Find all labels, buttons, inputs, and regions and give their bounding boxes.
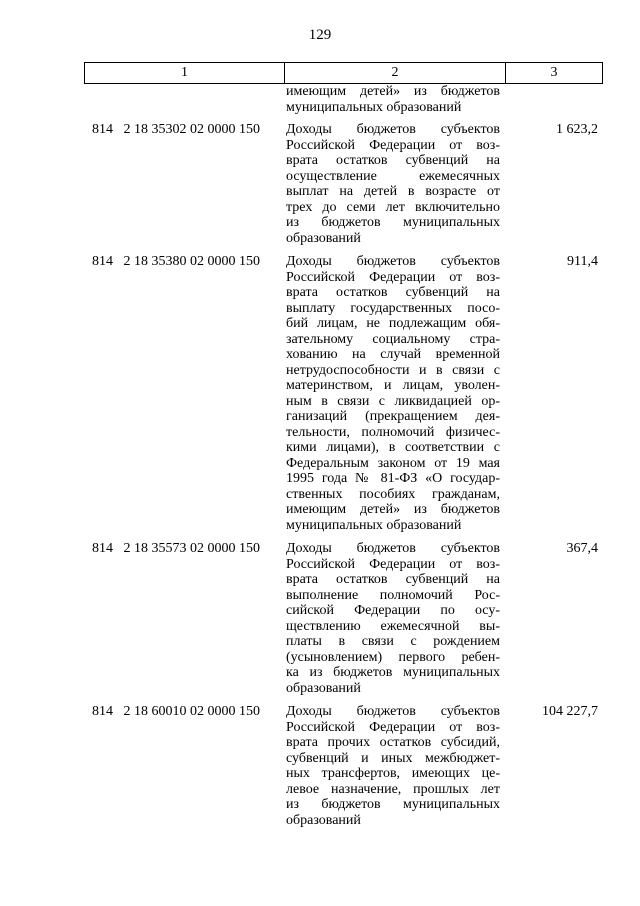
description-line: врата остатков субвенций на bbox=[286, 572, 500, 587]
description-cell bbox=[286, 122, 500, 246]
column-header-1: 1 bbox=[85, 63, 285, 84]
description-line: имеющим детей» из бюджетов bbox=[286, 502, 500, 517]
code-cell bbox=[0, 122, 286, 138]
table-row bbox=[0, 704, 640, 828]
table-row bbox=[0, 254, 640, 533]
admin-code: 814 bbox=[92, 541, 113, 556]
description-line: кими лицами), в соответствии с bbox=[286, 440, 500, 455]
description-line: муниципальных образований bbox=[286, 517, 462, 533]
description-line: врата прочих остатков субсидий, bbox=[286, 735, 500, 750]
description-line: Российской Федерации от воз- bbox=[286, 719, 500, 735]
description-line: хованию на случай временной bbox=[286, 347, 500, 362]
page-number: 129 bbox=[308, 27, 332, 43]
amount-cell: 1 623,2 bbox=[556, 122, 598, 137]
description-line: муниципальных образований bbox=[286, 99, 462, 115]
description-line: Доходы бюджетов субъектов bbox=[286, 122, 500, 137]
description-line: трех до семи лет включительно bbox=[286, 199, 500, 215]
description-line: Доходы бюджетов субъектов bbox=[286, 704, 500, 719]
description-line: ных трансфертов, имеющих це- bbox=[286, 766, 500, 781]
column-header-table bbox=[84, 62, 603, 84]
description-line: платы в связи с рождением bbox=[286, 634, 500, 649]
column-header-3: 3 bbox=[506, 63, 603, 84]
description-line: образований bbox=[286, 680, 361, 696]
amount-cell: 911,4 bbox=[567, 254, 598, 269]
description-line: образований bbox=[286, 230, 361, 246]
budget-classification-code: 2 18 35573 02 0000 150 bbox=[123, 541, 260, 556]
table-body bbox=[0, 84, 640, 836]
continuation-row bbox=[0, 84, 640, 115]
description-line: ществлению ежемесячной вы- bbox=[286, 618, 500, 634]
description-line: тельности, полномочий физичес- bbox=[286, 424, 500, 440]
description-cell bbox=[286, 704, 500, 828]
description-line: (усыновлением) первого ребен- bbox=[286, 649, 500, 665]
description-line: врата остатков субвенций на bbox=[286, 153, 500, 168]
column-header-2: 2 bbox=[285, 63, 506, 84]
description-line: ка из бюджетов муниципальных bbox=[286, 665, 500, 680]
description-line: имеющим детей» из бюджетов bbox=[286, 84, 500, 99]
description-line: субвенций и иных межбюджет- bbox=[286, 750, 500, 766]
description-line: выплат на детей в возрасте от bbox=[286, 184, 500, 199]
description-line: зательному социальному стра- bbox=[286, 331, 500, 347]
description-line: сийской Федерации по осу- bbox=[286, 603, 500, 618]
description-line: выплату государственных посо- bbox=[286, 300, 500, 316]
description-cell bbox=[286, 541, 500, 696]
description-line: нетрудоспособности и в связи с bbox=[286, 362, 500, 378]
description-line: выполнение полномочий Рос- bbox=[286, 587, 500, 603]
description-line: Российской Федерации от воз- bbox=[286, 556, 500, 572]
description-line: Российской Федерации от воз- bbox=[286, 269, 500, 285]
description-line: Доходы бюджетов субъектов bbox=[286, 541, 500, 556]
continuation-description bbox=[286, 84, 500, 115]
table-row bbox=[0, 541, 640, 696]
description-line: образований bbox=[286, 812, 361, 828]
column-header-row bbox=[85, 63, 603, 84]
admin-code: 814 bbox=[92, 122, 113, 137]
description-line: 1995 года № 81-ФЗ «О государ- bbox=[286, 471, 500, 486]
amount-cell: 104 227,7 bbox=[542, 704, 598, 719]
description-line: из бюджетов муниципальных bbox=[286, 215, 500, 230]
budget-classification-code: 2 18 35380 02 0000 150 bbox=[123, 254, 260, 269]
description-line: бий лицам, не подлежащим обя- bbox=[286, 316, 500, 331]
description-line: ным в связи с ликвидацией ор- bbox=[286, 393, 500, 409]
description-line: Доходы бюджетов субъектов bbox=[286, 254, 500, 269]
table-row bbox=[0, 122, 640, 246]
description-line: ганизаций (прекращением дея- bbox=[286, 409, 500, 424]
description-line: Федеральным законом от 19 мая bbox=[286, 455, 500, 471]
code-cell bbox=[0, 541, 286, 557]
admin-code: 814 bbox=[92, 704, 113, 719]
description-line: из бюджетов муниципальных bbox=[286, 797, 500, 812]
description-cell bbox=[286, 254, 500, 533]
description-line: левое назначение, прошлых лет bbox=[286, 781, 500, 797]
amount-cell: 367,4 bbox=[566, 541, 598, 556]
description-line: Российской Федерации от воз- bbox=[286, 137, 500, 153]
description-line: материнством, и лицам, уволен- bbox=[286, 378, 500, 393]
description-line: ственных пособиях гражданам, bbox=[286, 486, 500, 502]
code-cell bbox=[0, 254, 286, 270]
budget-classification-code: 2 18 60010 02 0000 150 bbox=[123, 704, 260, 719]
description-line: осуществление ежемесячных bbox=[286, 168, 500, 184]
code-cell bbox=[0, 704, 286, 720]
description-line: врата остатков субвенций на bbox=[286, 285, 500, 300]
budget-classification-code: 2 18 35302 02 0000 150 bbox=[123, 122, 260, 137]
admin-code: 814 bbox=[92, 254, 113, 269]
